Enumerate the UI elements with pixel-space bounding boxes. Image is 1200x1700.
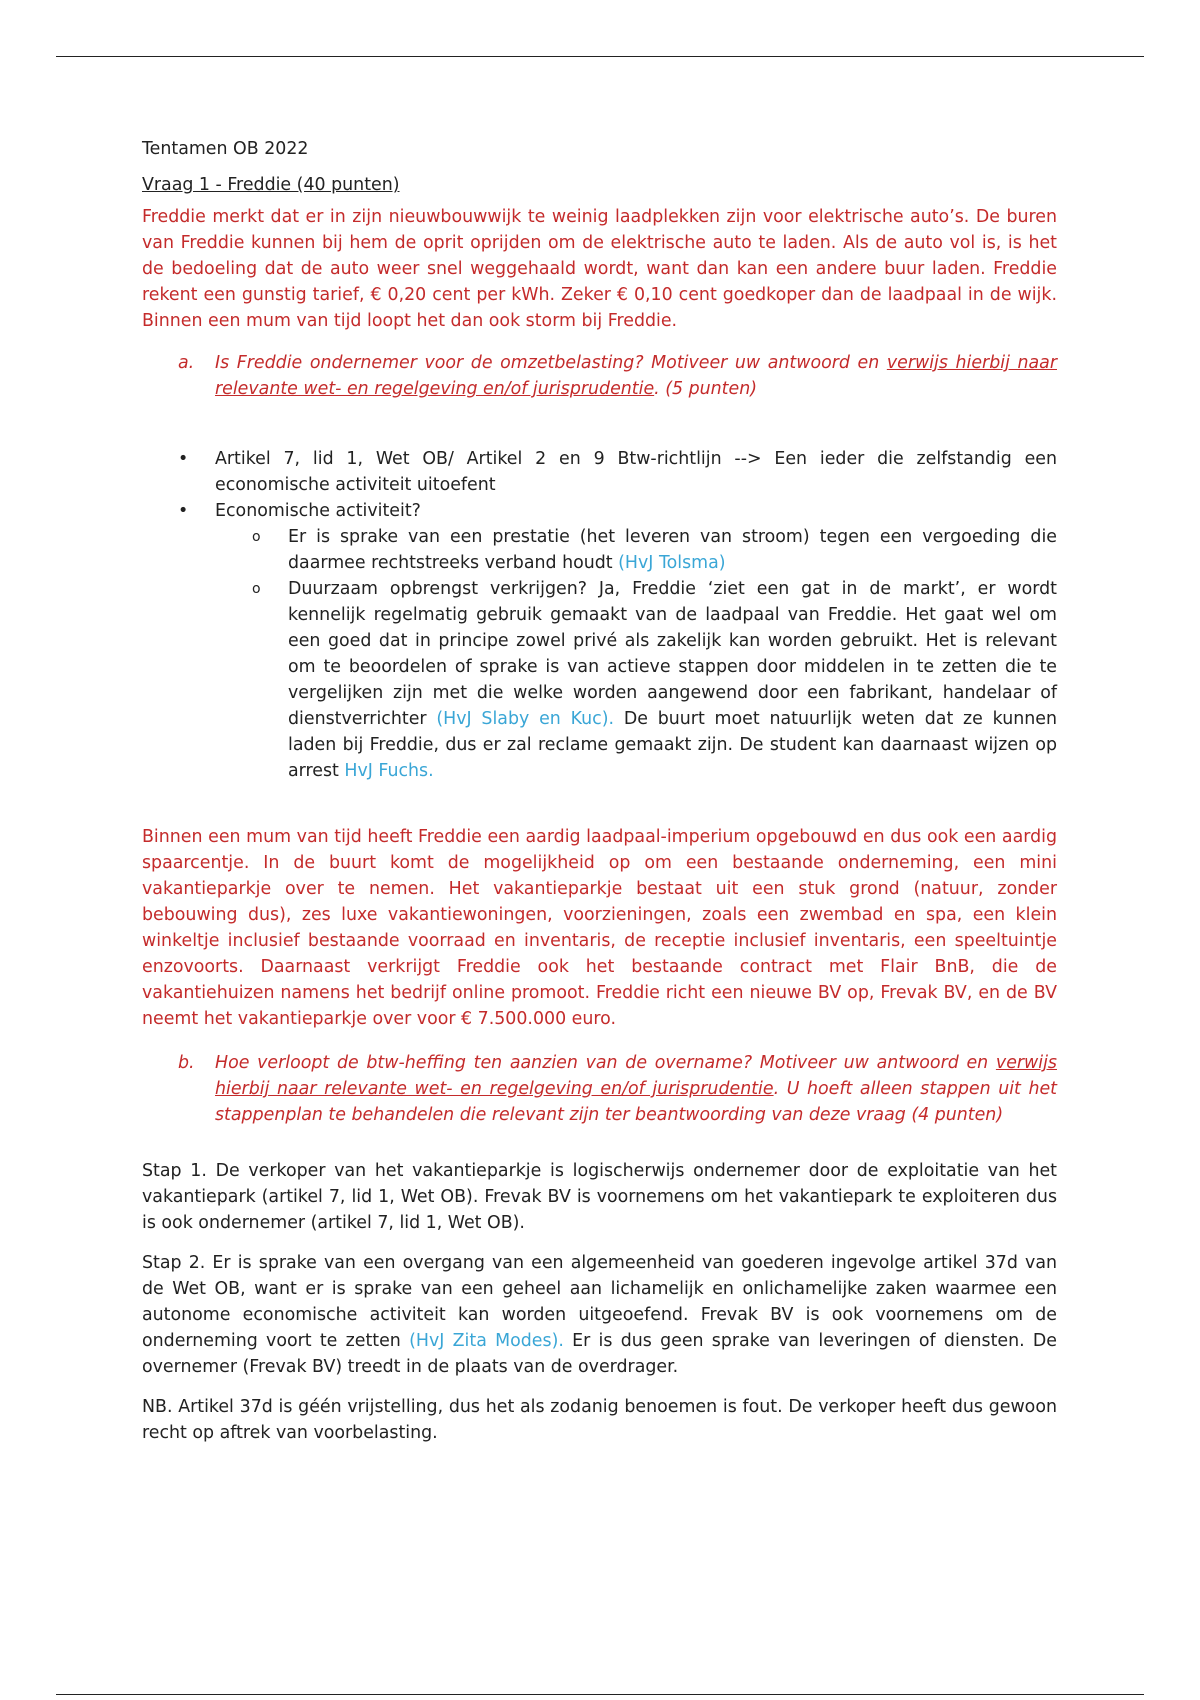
question-a-text: Is Freddie ondernemer voor de omzetbelasting? Motiveer uw antwoord en — [215, 353, 887, 373]
case-intro: Freddie merkt dat er in zijn nieuwbouwwijk te weinig laadplekken zijn voor elektrische auto’s. De buren van Freddie kunnen bij hem de oprit oprijden om de elektrische auto te laden. Als de auto vol is, is het de bedoeling dat de auto weer snel weggehaald wordt, want dan kan een andere buur laden. Freddie rekent een gunstig tarief, € 0,20 cent per kWh. Zeker € 0,10 cent goedkoper dan de laadpaal in de wijk. Binnen een mum van tijd loopt het dan ook storm bij Freddie. — [142, 207, 1057, 331]
citation: (HvJ Tolsma) — [618, 553, 726, 573]
sub-list — [215, 524, 1057, 784]
document-body — [142, 136, 1057, 1460]
question-b-text: Hoe verloopt de btw-heffing ten aanzien van de overname? Motiveer uw antwoord en — [215, 1053, 996, 1073]
sub-text: Duurzaam opbrengst verkrijgen? Ja, Freddie ‘ziet een gat in de markt’, er wordt kennelijk regelmatig gebruik gemaakt van de laadpaal van Freddie. Het gaat wel om een goed dat in principe zowel privé als zakelijk kan worden gebruikt. Het is relevant om te beoordelen of sprake is van actieve stappen door middelen in te zetten die te vergelijken zijn met die welke worden aangewend door een fabrikant, handelaar of dienstverrichter — [288, 579, 1057, 729]
header-rule — [56, 56, 1144, 57]
question-a-letter: a. — [178, 353, 195, 373]
question-heading: Vraag 1 - Freddie (40 punten) — [142, 175, 400, 195]
question-b-letter: b. — [178, 1053, 195, 1073]
answer-stap-1: Stap 1. De verkoper van het vakantieparkje is logischerwijs ondernemer door de exploitatie van het vakantiepark (artikel 7, lid 1, Wet OB). Frevak BV is voornemens om het vakantiepark te exploiteren dus is ook ondernemer (artikel 7, lid 1, Wet OB). — [142, 1161, 1057, 1233]
page-title: Tentamen OB 2022 — [142, 139, 309, 159]
citation: (HvJ Slaby en Kuc). — [436, 709, 615, 729]
question-a-underlined: verwijs hierbij naar relevante wet- en regelgeving en/of jurisprudentie — [215, 353, 1057, 399]
bullet-text: Economische activiteit? — [215, 501, 421, 521]
case-intro-2: Binnen een mum van tijd heeft Freddie een aardig laadpaal-imperium opgebouwd en dus ook een aardig spaarcentje. In de buurt komt de mogelijkheid op om een bestaande onderneming, een mini vakantieparkje over te nemen. Het vakantieparkje bestaat uit een stuk grond (natuur, zonder bebouwing dus), zes luxe vakantiewoningen, voorzieningen, zoals een zwembad en spa, een klein winkeltje inclusief bestaande voorraad en inventaris, de receptie inclusief inventaris, een speeltuintje enzovoorts. Daarnaast verkrijgt Freddie ook het bestaande contract met Flair BnB, die de vakantiehuizen namens het bedrijf online promoot. Freddie richt een nieuwe BV op, Frevak BV, en de BV neemt het vakantieparkje over voor € 7.500.000 euro. — [142, 827, 1057, 1029]
citation: HvJ Fuchs. — [344, 761, 434, 781]
sub-list-item — [142, 524, 1057, 576]
sub-text: Er is sprake van een prestatie (het leveren van stroom) tegen een vergoeding die daarmee rechtstreeks verband houdt — [288, 527, 1057, 573]
list-item — [142, 498, 1057, 784]
question-b — [142, 1050, 1057, 1128]
question-a-points: . (5 punten) — [654, 379, 757, 399]
question-a — [142, 350, 1057, 402]
stap-2-text: Er is dus geen sprake van leveringen of diensten. De overnemer (Frevak BV) treedt in de plaats van de overdrager. — [142, 1331, 1058, 1377]
answer-stap-2 — [142, 1250, 1057, 1380]
sub-text: De buurt moet natuurlijk weten dat ze kunnen laden bij Freddie, dus er zal reclame gemaakt zijn. De student kan daarnaast wijzen op arrest — [288, 709, 1057, 781]
bullet-text: Artikel 7, lid 1, Wet OB/ Artikel 2 en 9 Btw-richtlijn --> Een ieder die zelfstandig een economische activiteit uitoefent — [215, 449, 1057, 495]
footer-rule — [56, 1694, 1144, 1695]
answer-nb: NB. Artikel 37d is géén vrijstelling, dus het als zodanig benoemen is fout. De verkoper heeft dus gewoon recht op aftrek van voorbelasting. — [142, 1397, 1057, 1443]
answer-a-list — [142, 446, 1057, 784]
sub-list-item — [142, 576, 1057, 784]
citation: (HvJ Zita Modes). — [409, 1331, 564, 1351]
list-item — [142, 446, 1057, 498]
question-b-underlined: verwijs hierbij naar relevante wet- en regelgeving en/of jurisprudentie — [215, 1053, 1057, 1099]
stap-2-text: Stap 2. Er is sprake van een overgang van een algemeenheid van goederen ingevolge artikel 37d van de Wet OB, want er is sprake van een geheel aan lichamelijk en onlichamelijke zaken waarmee een autonome economische activiteit kan worden uitgeoefend. Frevak BV is ook voornemens om de onderneming voort te zetten — [142, 1253, 1057, 1351]
question-b-points: . U hoeft alleen stappen uit het stappenplan te behandelen die relevant zijn ter beantwoording van deze vraag (4 punten) — [215, 1079, 1057, 1125]
